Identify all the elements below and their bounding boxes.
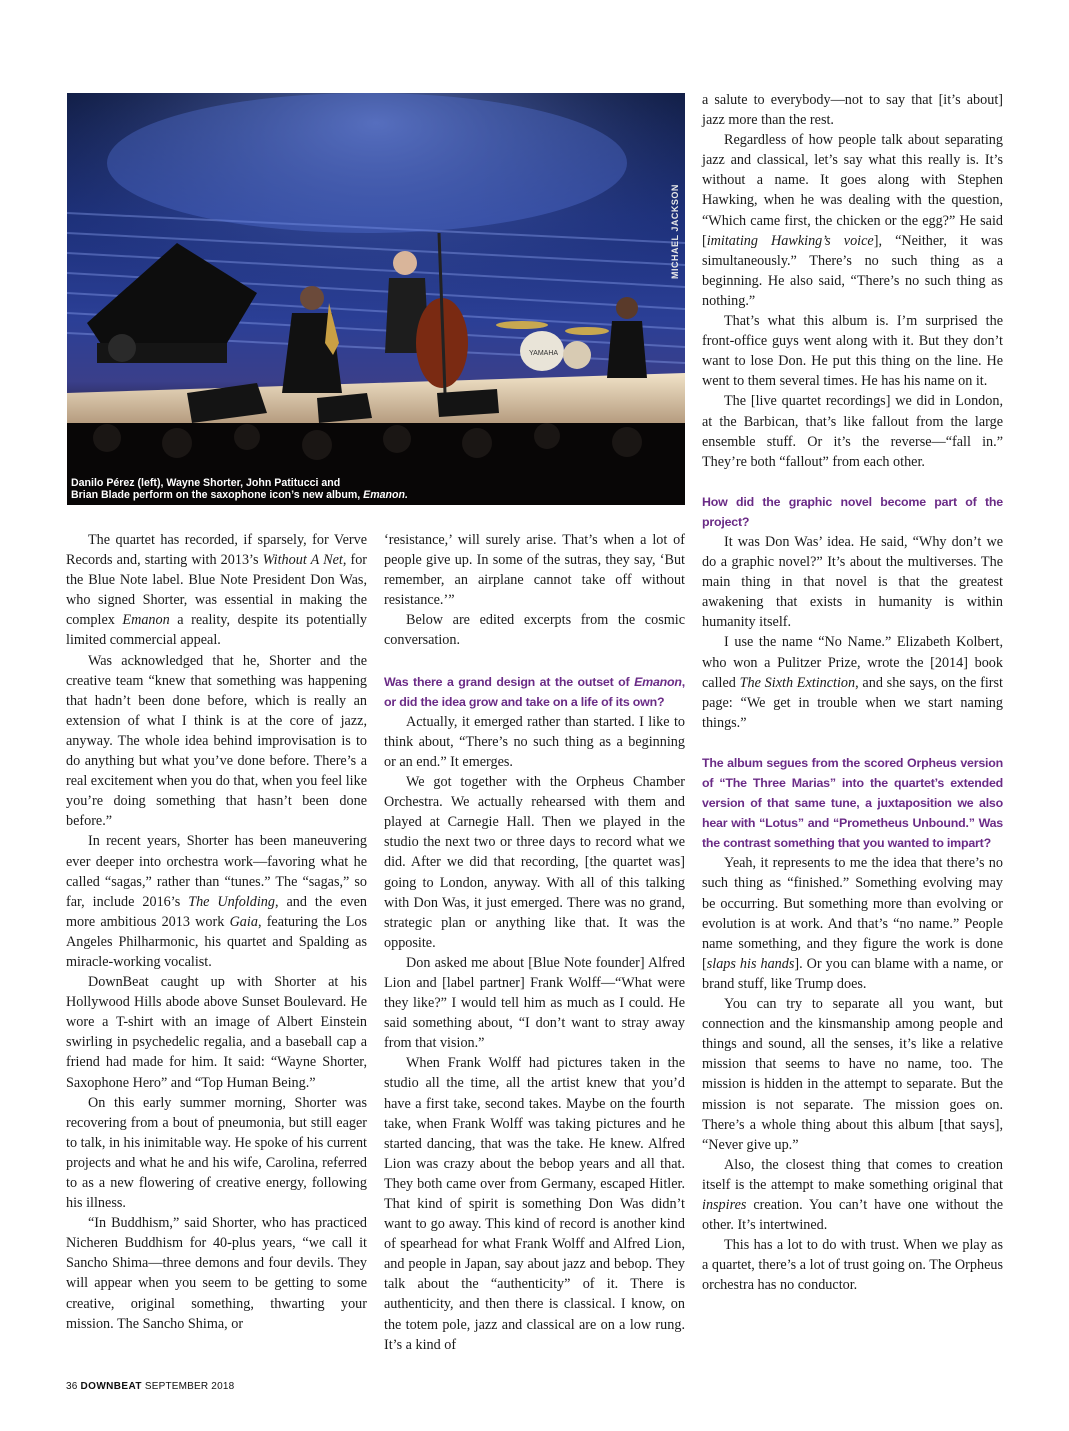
text-run: In recent years, Shorter has been maneuvering ever deeper into orchestra work—favoring what he called “sagas,” rather than “tunes.” The “sagas,” so far, include 2016’s <box>66 833 367 910</box>
text-run: creation. You can’t have one without the other. It’s intertwined. <box>702 1196 1003 1234</box>
caption-album-title: Emanon. <box>363 488 408 501</box>
text-run: The quartet has recorded, if sparsely, for Verve Records and, starting with 2013’s <box>66 532 367 569</box>
text-run: , and the even more ambitious 2013 work <box>66 893 367 930</box>
text-run: ], “Neither, it was simultaneously.” There’s no such thing as a beginning. He also said, “There’s no such thing as nothing.” <box>702 232 1003 309</box>
photo-caption <box>71 478 671 501</box>
drum-logo: YAMAHA <box>529 350 559 357</box>
issue-date: SEPTEMBER 2018 <box>144 1381 235 1392</box>
paragraph: a salute to everybody—not to say that [it’s about] jazz more than the rest. <box>702 92 1003 129</box>
paragraph <box>702 130 1003 311</box>
album-title: The Unfolding <box>188 893 275 910</box>
paragraph <box>66 831 367 972</box>
text-run: , and she says, on the first page: “We get in trouble when we start naming things.” <box>702 674 1003 731</box>
text-run: Yeah, it represents to me the idea that there’s no such thing as “finished.” Something evolving may be occurring. But something more than evolving or evolution is at work. And that’s “no name.” People name something, and they figure the work is done [ <box>702 855 1003 972</box>
paragraph: The [live quartet recordings] we did in London, at the Barbican, that’s like fallout from the large ensemble stuff. Or it’s the reverse—“fall in.” They’re both “fallout” from each other. <box>702 393 1003 470</box>
album-title: Emanon <box>634 674 682 689</box>
paragraph: On this early summer morning, Shorter was recovering from a bout of pneumonia, but still eager to talk, in his inimitable way. He spoke of his current projects and what he and his wife, Carolina, referred to as a new flowering of creative energy, following his illness. <box>66 1094 367 1212</box>
stage-direction: slaps his hands <box>706 955 795 972</box>
paragraph <box>702 853 1003 994</box>
text-run: , for the Blue Note label. Blue Note President Don Was, who signed Shorter, was essential in making the complex <box>66 552 368 629</box>
article-column-2 <box>384 530 685 1355</box>
text-run: I use the name “No Name.” Elizabeth Kolbert, who won a Pulitzer Prize, wrote the [2014] book called <box>702 634 1003 691</box>
paragraph <box>702 632 1003 732</box>
paragraph: DownBeat caught up with Shorter at his Hollywood Hills abode above Sunset Boulevard. He wore a T-shirt with an image of Albert Einstein swirling in psychedelic regalia, and a baseball cap a friend had made for him. It said: “Wayne Shorter, Saxophone Hero” and “Top Human Being.” <box>66 974 367 1091</box>
article-column-3 <box>702 90 1003 1295</box>
album-title: Gaia <box>229 913 258 930</box>
stage-direction: imitating Hawking’s voice <box>706 232 874 249</box>
paragraph: That’s what this album is. I’m surprised the front-office guys went along with it. But they don’t want to lose Don. He put this thing on the line. He went to them several times. He has his name on it. <box>702 313 1003 390</box>
text-run: ]. Or you can blame with a name, or brand stuff, like Trump does. <box>702 955 1003 992</box>
question-text: , or did the idea grow and take on a life of its own? <box>384 674 685 709</box>
interview-question: The album segues from the scored Orpheus version of “The Three Marias” into the quartet’s extended version of that same tune, a juxtaposition we also hear with “Lotus” and “Prometheus Unbound.” Was the contrast something that you wanted to impart? <box>702 755 1003 851</box>
paragraph <box>66 530 367 651</box>
album-title: Without A Net <box>262 552 343 569</box>
book-title: The Sixth Extinction <box>739 674 856 691</box>
paragraph: ‘resistance,’ will surely arise. That’s when a lot of people give up. In some of the sutras, they say, ‘But remember, an airplane cannot take off without resistance.’” <box>384 532 685 609</box>
paragraph: We got together with the Orpheus Chamber Orchestra. We actually rehearsed with them and played at Carnegie Hall. Then we played in the studio the next two or three days to record what we did. After we did that recording, [the quartet was] going to London, anyway. With all of this talking with Don Was, it just emerged. There was no grand, strategic plan or anything like that. It was the opposite. <box>384 774 685 951</box>
paragraph <box>702 1155 1003 1235</box>
photo-credit: MICHAEL JACKSON <box>670 184 680 279</box>
article-column-1 <box>66 530 367 1334</box>
concert-photo <box>67 93 685 505</box>
text-run: Regardless of how people talk about separating jazz and classical, let’s say what this really is. It’s without a name. It goes along with Stephen Hawking, when he was dealing with the question, “Which came first, the chicken or the egg?” He said [ <box>702 132 1003 249</box>
paragraph: When Frank Wolff had pictures taken in the studio all the time, all the artist knew that you’d have a first take, second takes. Maybe on the fourth take, when Frank Wolff was taking pictures and he started dancing, that was the take. He knew. Alfred Lion was crazy about the bebop years and all that. They both came over from Germany, escaped Hitler. That kind of spirit is something Don Was didn’t want to go away. This kind of record is another kind of spearhead for what Frank Wolff and Alfred Lion, and people in Japan, say about jazz and bebop. They talk about the “authenticity” of it. There is authenticity, and then there is classical. I know, on the totem pole, jazz and classical are on a low rung. It’s a kind of <box>384 1055 685 1353</box>
stage-illustration <box>67 93 685 505</box>
page-footer <box>66 1381 234 1392</box>
ceiling-light <box>107 93 627 233</box>
interview-question: How did the graphic novel become part of the project? <box>702 494 1003 529</box>
caption-line-2 <box>71 490 671 502</box>
text-run: a reality, despite its potentially limited commercial appeal. <box>66 612 367 649</box>
magazine-name: DOWNBEAT <box>80 1381 142 1392</box>
album-title: Emanon <box>122 612 170 629</box>
paragraph: It was Don Was’ idea. He said, “Why don’t we do a graphic novel?” It’s about the multiverses. The main thing in that novel is that the greatest awakening that exists in humanity is within humanity itself. <box>702 533 1003 631</box>
question-text: Was there a grand design at the outset of <box>384 674 635 689</box>
page-number: 36 <box>66 1381 78 1392</box>
paragraph: You can try to separate all you want, but connection and the kinsmanship among people and things and sound, all the senses, it’s like a relative mission that seems to have no name, too. The mission is hidden in the attempt to separate. But the mission is not separate. The mission goes on. There’s a whole thing about this album [that says], “Never give up.” <box>702 996 1003 1153</box>
paragraph: Actually, it emerged rather than started. I like to think about, “There’s no such thing as a beginning or an end.” It emerges. <box>384 713 685 770</box>
paragraph: Don asked me about [Blue Note founder] Alfred Lion and [label partner] Frank Wolff—“What were they like?” I would tell him as much as I could. He said something about, “I don’t want to stray away from that vision.” <box>384 954 685 1052</box>
paragraph: Below are edited excerpts from the cosmic conversation. <box>384 612 685 649</box>
interview-question <box>384 672 685 712</box>
text-run: Also, the closest thing that comes to creation itself is the attempt to make something original that <box>702 1156 1003 1193</box>
text-run: , featuring the Los Angeles Philharmonic, his quartet and Spalding as miracle-working vocalist. <box>66 913 367 970</box>
paragraph: This has a lot to do with trust. When we play as a quartet, there’s a lot of trust going on. The Orpheus orchestra has no conductor. <box>702 1237 1003 1294</box>
caption-text: Brian Blade perform on the saxophone icon’s new album, <box>71 488 364 501</box>
caption-line-1: Danilo Pérez (left), Wayne Shorter, John Patitucci and <box>71 477 341 489</box>
emphasis: inspires <box>702 1196 747 1213</box>
paragraph: Was acknowledged that he, Shorter and the creative team “knew that something was happening that hadn’t been done before, which is really an extension of what I think is at the core of jazz, anyway. The whole idea behind improvisation is to do anything but what you’ve done before. There’s a real excitement when you do that, when you feel like you’re doing something that hasn’t been done before.” <box>66 652 367 830</box>
paragraph: “In Buddhism,” said Shorter, who has practiced Nicheren Buddhism for 40-plus years, “we call it Sancho Shima—three demons and four devils. They will appear when you seem to be getting to some creative, original something, thwarting your mission. The Sancho Shima, or <box>66 1215 367 1332</box>
